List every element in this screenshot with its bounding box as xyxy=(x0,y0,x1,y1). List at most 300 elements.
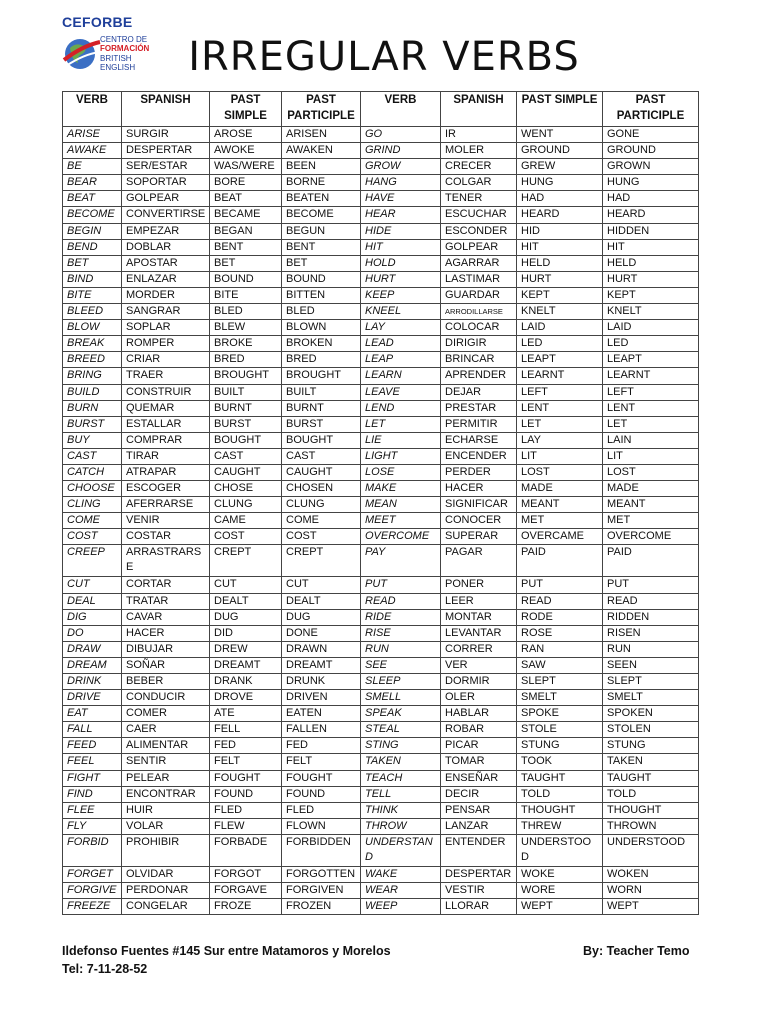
table-row xyxy=(63,448,699,464)
cell-past-simple-2: PUT xyxy=(517,577,603,593)
table-row xyxy=(63,625,699,641)
table-row xyxy=(63,674,699,690)
cell-spanish: CONSTRUIR xyxy=(122,384,210,400)
table-row xyxy=(63,609,699,625)
cell-past-participle: BECOME xyxy=(282,207,361,223)
cell-past-simple: BROUGHT xyxy=(210,368,282,384)
cell-spanish-2: PONER xyxy=(441,577,517,593)
cell-past-participle-2: LENT xyxy=(603,400,699,416)
cell-past-participle-2: MADE xyxy=(603,481,699,497)
cell-past-simple: BRED xyxy=(210,352,282,368)
cell-verb-2: GROW xyxy=(361,159,441,175)
cell-spanish-2: ENCENDER xyxy=(441,448,517,464)
cell-verb: FIGHT xyxy=(63,770,122,786)
cell-verb-2: LEAVE xyxy=(361,384,441,400)
cell-spanish: PELEAR xyxy=(122,770,210,786)
cell-past-simple-2: WORE xyxy=(517,883,603,899)
cell-past-participle: CREPT xyxy=(282,545,361,577)
table-row xyxy=(63,191,699,207)
cell-verb: BRING xyxy=(63,368,122,384)
cell-past-participle-2: HEARD xyxy=(603,207,699,223)
cell-spanish-2: MONTAR xyxy=(441,609,517,625)
cell-verb-2: LIE xyxy=(361,432,441,448)
cell-verb-2: SLEEP xyxy=(361,674,441,690)
cell-verb-2: STING xyxy=(361,738,441,754)
cell-past-participle-2: PAID xyxy=(603,545,699,577)
cell-past-simple: BROKE xyxy=(210,336,282,352)
cell-past-participle: BITTEN xyxy=(282,287,361,303)
cell-verb: ARISE xyxy=(63,127,122,143)
cell-past-simple: DREAMT xyxy=(210,657,282,673)
table-body xyxy=(63,127,699,915)
cell-spanish: PROHIBIR xyxy=(122,834,210,866)
cell-past-participle-2: HUNG xyxy=(603,175,699,191)
cell-past-participle-2: LAID xyxy=(603,320,699,336)
cell-verb-2: HAVE xyxy=(361,191,441,207)
cell-spanish-2: HABLAR xyxy=(441,706,517,722)
cell-verb-2: LEAP xyxy=(361,352,441,368)
cell-past-participle: FORGOTTEN xyxy=(282,866,361,882)
cell-verb-2: HOLD xyxy=(361,255,441,271)
cell-spanish-2: HACER xyxy=(441,481,517,497)
cell-spanish-2: LEVANTAR xyxy=(441,625,517,641)
cell-past-simple-2: SMELT xyxy=(517,690,603,706)
cell-past-participle-2: THOUGHT xyxy=(603,802,699,818)
cell-past-participle: DRAWN xyxy=(282,641,361,657)
cell-past-participle: CLUNG xyxy=(282,497,361,513)
cell-past-simple-2: MADE xyxy=(517,481,603,497)
table-row xyxy=(63,416,699,432)
table-row xyxy=(63,143,699,159)
cell-past-participle-2: RISEN xyxy=(603,625,699,641)
cell-past-simple-2: LIT xyxy=(517,448,603,464)
cell-past-participle: BOUGHT xyxy=(282,432,361,448)
cell-spanish: VENIR xyxy=(122,513,210,529)
table-row xyxy=(63,464,699,480)
cell-past-participle: BEEN xyxy=(282,159,361,175)
header-spanish: SPANISH xyxy=(122,92,210,127)
cell-past-participle: BURST xyxy=(282,416,361,432)
cell-verb: CUT xyxy=(63,577,122,593)
cell-spanish-2: OLER xyxy=(441,690,517,706)
cell-past-participle-2: TAUGHT xyxy=(603,770,699,786)
cell-past-participle-2: HIT xyxy=(603,239,699,255)
cell-past-simple-2: THOUGHT xyxy=(517,802,603,818)
cell-past-participle-2: PUT xyxy=(603,577,699,593)
cell-spanish-2: CORRER xyxy=(441,641,517,657)
cell-past-simple-2: HUNG xyxy=(517,175,603,191)
cell-past-simple-2: LAID xyxy=(517,320,603,336)
cell-past-simple: BECAME xyxy=(210,207,282,223)
cell-past-simple: AROSE xyxy=(210,127,282,143)
table-row xyxy=(63,754,699,770)
footer-phone: Tel: 7-11-28-52 xyxy=(62,962,148,976)
cell-spanish: DESPERTAR xyxy=(122,143,210,159)
cell-past-participle-2: SPOKEN xyxy=(603,706,699,722)
cell-past-simple: DRANK xyxy=(210,674,282,690)
cell-spanish: SURGIR xyxy=(122,127,210,143)
logo-line-1: CENTRO DE xyxy=(100,35,148,44)
table-row xyxy=(63,368,699,384)
cell-past-participle-2: READ xyxy=(603,593,699,609)
cell-past-participle-2: MET xyxy=(603,513,699,529)
cell-past-simple: DUG xyxy=(210,609,282,625)
cell-spanish-2: BRINCAR xyxy=(441,352,517,368)
cell-past-participle-2: HELD xyxy=(603,255,699,271)
cell-spanish-2: LASTIMAR xyxy=(441,271,517,287)
header-past-simple-2: PAST SIMPLE xyxy=(517,92,603,127)
cell-verb-2: READ xyxy=(361,593,441,609)
cell-verb: BUY xyxy=(63,432,122,448)
cell-verb-2: SEE xyxy=(361,657,441,673)
cell-spanish: MORDER xyxy=(122,287,210,303)
cell-spanish: ALIMENTAR xyxy=(122,738,210,754)
cell-verb-2: WEAR xyxy=(361,883,441,899)
cell-past-simple-2: STUNG xyxy=(517,738,603,754)
cell-spanish: CRIAR xyxy=(122,352,210,368)
cell-spanish: CAER xyxy=(122,722,210,738)
cell-past-participle: FLOWN xyxy=(282,818,361,834)
cell-past-simple: ATE xyxy=(210,706,282,722)
cell-past-participle-2: RUN xyxy=(603,641,699,657)
logo-brand: CEFORBE xyxy=(62,14,133,30)
cell-past-simple: FOUND xyxy=(210,786,282,802)
header-past-participle-2: PAST PARTICIPLE xyxy=(603,92,699,127)
cell-spanish-2: GUARDAR xyxy=(441,287,517,303)
cell-verb-2: SMELL xyxy=(361,690,441,706)
cell-spanish: ROMPER xyxy=(122,336,210,352)
cell-past-simple-2: TOLD xyxy=(517,786,603,802)
cell-past-participle: BEATEN xyxy=(282,191,361,207)
cell-past-simple: FROZE xyxy=(210,899,282,915)
table-row xyxy=(63,336,699,352)
cell-past-simple-2: OVERCAME xyxy=(517,529,603,545)
cell-verb-2: MAKE xyxy=(361,481,441,497)
footer-author: By: Teacher Temo xyxy=(583,944,690,958)
table-row xyxy=(63,593,699,609)
cell-verb: AWAKE xyxy=(63,143,122,159)
header-verb-2: VERB xyxy=(361,92,441,127)
cell-past-participle: BUILT xyxy=(282,384,361,400)
table-row xyxy=(63,127,699,143)
cell-verb: COME xyxy=(63,513,122,529)
cell-spanish: QUEMAR xyxy=(122,400,210,416)
logo-line-3: BRITISH xyxy=(100,54,132,63)
cell-verb-2: LIGHT xyxy=(361,448,441,464)
cell-past-simple: FED xyxy=(210,738,282,754)
cell-past-simple: DREW xyxy=(210,641,282,657)
table-row xyxy=(63,320,699,336)
cell-verb-2: RUN xyxy=(361,641,441,657)
cell-past-simple-2: HURT xyxy=(517,271,603,287)
cell-past-participle: FED xyxy=(282,738,361,754)
cell-spanish-2: ENTENDER xyxy=(441,834,517,866)
cell-past-participle-2: LIT xyxy=(603,448,699,464)
cell-past-simple: BLED xyxy=(210,304,282,320)
cell-verb: DO xyxy=(63,625,122,641)
cell-verb: BLOW xyxy=(63,320,122,336)
cell-verb-2: GO xyxy=(361,127,441,143)
cell-past-simple-2: LEFT xyxy=(517,384,603,400)
cell-verb: EAT xyxy=(63,706,122,722)
table-row xyxy=(63,722,699,738)
cell-spanish-2: DEJAR xyxy=(441,384,517,400)
cell-past-participle: DUG xyxy=(282,609,361,625)
footer-address: Ildefonso Fuentes #145 Sur entre Matamoros y Morelos xyxy=(62,944,391,958)
cell-past-participle-2: GONE xyxy=(603,127,699,143)
cell-past-participle: DEALT xyxy=(282,593,361,609)
cell-spanish-2: AGARRAR xyxy=(441,255,517,271)
cell-past-participle-2: SEEN xyxy=(603,657,699,673)
cell-past-participle-2: LEFT xyxy=(603,384,699,400)
cell-spanish-2: ECHARSE xyxy=(441,432,517,448)
cell-spanish-2: SUPERAR xyxy=(441,529,517,545)
cell-verb: BECOME xyxy=(63,207,122,223)
table-row xyxy=(63,706,699,722)
table-row xyxy=(63,239,699,255)
cell-verb: BIND xyxy=(63,271,122,287)
cell-past-participle: AWAKEN xyxy=(282,143,361,159)
cell-past-simple: BLEW xyxy=(210,320,282,336)
cell-spanish: OLVIDAR xyxy=(122,866,210,882)
cell-past-participle: DRIVEN xyxy=(282,690,361,706)
cell-past-simple: BORE xyxy=(210,175,282,191)
cell-verb-2: TELL xyxy=(361,786,441,802)
cell-past-simple-2: KEPT xyxy=(517,287,603,303)
cell-past-participle-2: WORN xyxy=(603,883,699,899)
cell-verb: BEAR xyxy=(63,175,122,191)
cell-verb-2: KNEEL xyxy=(361,304,441,320)
cell-spanish: COMPRAR xyxy=(122,432,210,448)
cell-past-participle-2: LEAPT xyxy=(603,352,699,368)
cell-spanish: CAVAR xyxy=(122,609,210,625)
cell-verb-2: HURT xyxy=(361,271,441,287)
cell-past-simple-2: HAD xyxy=(517,191,603,207)
cell-verb: BEGIN xyxy=(63,223,122,239)
table-row xyxy=(63,545,699,577)
cell-verb-2: RIDE xyxy=(361,609,441,625)
cell-past-participle-2: WOKEN xyxy=(603,866,699,882)
cell-verb: CLING xyxy=(63,497,122,513)
cell-past-participle-2: LED xyxy=(603,336,699,352)
cell-spanish: SENTIR xyxy=(122,754,210,770)
cell-past-simple: BITE xyxy=(210,287,282,303)
cell-past-simple-2: UNDERSTOOD xyxy=(517,834,603,866)
cell-verb: FLEE xyxy=(63,802,122,818)
cell-past-participle: EATEN xyxy=(282,706,361,722)
cell-spanish: CONDUCIR xyxy=(122,690,210,706)
cell-verb-2: THROW xyxy=(361,818,441,834)
cell-verb-2: LEND xyxy=(361,400,441,416)
cell-spanish: AFERRARSE xyxy=(122,497,210,513)
table-row xyxy=(63,899,699,915)
cell-spanish-2: VESTIR xyxy=(441,883,517,899)
cell-verb: BEAT xyxy=(63,191,122,207)
cell-past-simple: DID xyxy=(210,625,282,641)
irregular-verbs-table xyxy=(62,91,699,915)
cell-past-simple: FELL xyxy=(210,722,282,738)
cell-past-simple-2: LEARNT xyxy=(517,368,603,384)
cell-verb: FIND xyxy=(63,786,122,802)
cell-spanish-2: APRENDER xyxy=(441,368,517,384)
logo-line-4: ENGLISH xyxy=(100,63,136,72)
cell-verb: CHOOSE xyxy=(63,481,122,497)
cell-past-simple-2: TAUGHT xyxy=(517,770,603,786)
table-row xyxy=(63,175,699,191)
cell-spanish: TIRAR xyxy=(122,448,210,464)
cell-verb: FEED xyxy=(63,738,122,754)
cell-verb-2: WEEP xyxy=(361,899,441,915)
cell-spanish-2: LLORAR xyxy=(441,899,517,915)
header-past-participle: PAST PARTICIPLE xyxy=(282,92,361,127)
cell-verb: DRIVE xyxy=(63,690,122,706)
cell-verb-2: HIDE xyxy=(361,223,441,239)
cell-past-simple: FLEW xyxy=(210,818,282,834)
cell-past-participle: DRUNK xyxy=(282,674,361,690)
cell-past-simple-2: READ xyxy=(517,593,603,609)
cell-past-participle: BEGUN xyxy=(282,223,361,239)
cell-past-participle: FROZEN xyxy=(282,899,361,915)
cell-verb-2: PUT xyxy=(361,577,441,593)
cell-past-participle-2: HURT xyxy=(603,271,699,287)
cell-spanish: ESCOGER xyxy=(122,481,210,497)
cell-spanish-2: TOMAR xyxy=(441,754,517,770)
table-row xyxy=(63,529,699,545)
cell-past-simple: DEALT xyxy=(210,593,282,609)
cell-past-simple-2: HID xyxy=(517,223,603,239)
cell-verb: BEND xyxy=(63,239,122,255)
cell-spanish-2: MOLER xyxy=(441,143,517,159)
cell-past-participle: DONE xyxy=(282,625,361,641)
cell-spanish-2: ESCUCHAR xyxy=(441,207,517,223)
cell-past-participle-2: LEARNT xyxy=(603,368,699,384)
cell-past-participle-2: LAIN xyxy=(603,432,699,448)
header-spanish-2: SPANISH xyxy=(441,92,517,127)
cell-past-simple-2: LET xyxy=(517,416,603,432)
table-row xyxy=(63,384,699,400)
cell-past-participle-2: SMELT xyxy=(603,690,699,706)
cell-spanish-2: COLGAR xyxy=(441,175,517,191)
cell-past-simple-2: RAN xyxy=(517,641,603,657)
cell-verb: BURST xyxy=(63,416,122,432)
cell-past-simple-2: HIT xyxy=(517,239,603,255)
cell-past-simple: BURST xyxy=(210,416,282,432)
table-row xyxy=(63,513,699,529)
cell-spanish-2: CRECER xyxy=(441,159,517,175)
cell-past-participle: FLED xyxy=(282,802,361,818)
cell-past-participle-2: SLEPT xyxy=(603,674,699,690)
cell-verb: FORGET xyxy=(63,866,122,882)
cell-past-participle: FORGIVEN xyxy=(282,883,361,899)
cell-past-simple-2: LENT xyxy=(517,400,603,416)
table-row xyxy=(63,738,699,754)
table-row xyxy=(63,690,699,706)
cell-verb: DRINK xyxy=(63,674,122,690)
cell-spanish: CONGELAR xyxy=(122,899,210,915)
table-row xyxy=(63,770,699,786)
cell-spanish-2: PERDER xyxy=(441,464,517,480)
cell-verb: DEAL xyxy=(63,593,122,609)
cell-past-participle: ARISEN xyxy=(282,127,361,143)
cell-past-simple-2: WEPT xyxy=(517,899,603,915)
cell-spanish: HACER xyxy=(122,625,210,641)
cell-verb-2: MEET xyxy=(361,513,441,529)
cell-past-simple: BET xyxy=(210,255,282,271)
table-row xyxy=(63,641,699,657)
cell-past-participle-2: KEPT xyxy=(603,287,699,303)
cell-past-participle-2: TOLD xyxy=(603,786,699,802)
cell-spanish-2: LEER xyxy=(441,593,517,609)
cell-verb: BREED xyxy=(63,352,122,368)
header-past-simple: PAST SIMPLE xyxy=(210,92,282,127)
cell-past-simple: FORBADE xyxy=(210,834,282,866)
table-row xyxy=(63,223,699,239)
cell-past-simple: BENT xyxy=(210,239,282,255)
cell-verb: FALL xyxy=(63,722,122,738)
cell-past-participle-2: LET xyxy=(603,416,699,432)
cell-verb-2: THINK xyxy=(361,802,441,818)
cell-past-simple: COST xyxy=(210,529,282,545)
cell-verb-2: SPEAK xyxy=(361,706,441,722)
cell-past-simple-2: SLEPT xyxy=(517,674,603,690)
table-row xyxy=(63,657,699,673)
cell-verb-2: LEARN xyxy=(361,368,441,384)
cell-spanish-2: ENSEÑAR xyxy=(441,770,517,786)
cell-spanish-2: LANZAR xyxy=(441,818,517,834)
table-row xyxy=(63,304,699,320)
logo-line-2: FORMACIÓN xyxy=(100,44,150,53)
cell-verb-2: HEAR xyxy=(361,207,441,223)
cell-spanish-2: COLOCAR xyxy=(441,320,517,336)
cell-spanish-2: PENSAR xyxy=(441,802,517,818)
table-row xyxy=(63,786,699,802)
cell-verb: FORGIVE xyxy=(63,883,122,899)
cell-past-simple-2: KNELT xyxy=(517,304,603,320)
cell-past-simple-2: ROSE xyxy=(517,625,603,641)
cell-past-simple: BOUND xyxy=(210,271,282,287)
cell-past-participle: FELT xyxy=(282,754,361,770)
cell-past-participle: CAST xyxy=(282,448,361,464)
cell-spanish: GOLPEAR xyxy=(122,191,210,207)
cell-verb-2: LET xyxy=(361,416,441,432)
cell-past-participle: BROUGHT xyxy=(282,368,361,384)
cell-spanish: BEBER xyxy=(122,674,210,690)
cell-verb: BREAK xyxy=(63,336,122,352)
cell-spanish: SOPORTAR xyxy=(122,175,210,191)
cell-verb-2: HANG xyxy=(361,175,441,191)
cell-past-participle: CHOSEN xyxy=(282,481,361,497)
cell-spanish-2: DESPERTAR xyxy=(441,866,517,882)
cell-past-simple: BURNT xyxy=(210,400,282,416)
cell-past-participle-2: LOST xyxy=(603,464,699,480)
cell-past-simple-2: GREW xyxy=(517,159,603,175)
cell-spanish-2: CONOCER xyxy=(441,513,517,529)
cell-verb: BUILD xyxy=(63,384,122,400)
cell-spanish-2: PICAR xyxy=(441,738,517,754)
cell-past-simple: DROVE xyxy=(210,690,282,706)
cell-past-simple: FELT xyxy=(210,754,282,770)
header-verb: VERB xyxy=(63,92,122,127)
cell-past-participle: FOUGHT xyxy=(282,770,361,786)
cell-past-simple-2: WENT xyxy=(517,127,603,143)
cell-past-participle: CUT xyxy=(282,577,361,593)
cell-past-simple-2: STOLE xyxy=(517,722,603,738)
cell-past-participle: BORNE xyxy=(282,175,361,191)
cell-spanish: SANGRAR xyxy=(122,304,210,320)
cell-past-simple-2: MEANT xyxy=(517,497,603,513)
cell-verb-2: TEACH xyxy=(361,770,441,786)
cell-past-simple: CLUNG xyxy=(210,497,282,513)
